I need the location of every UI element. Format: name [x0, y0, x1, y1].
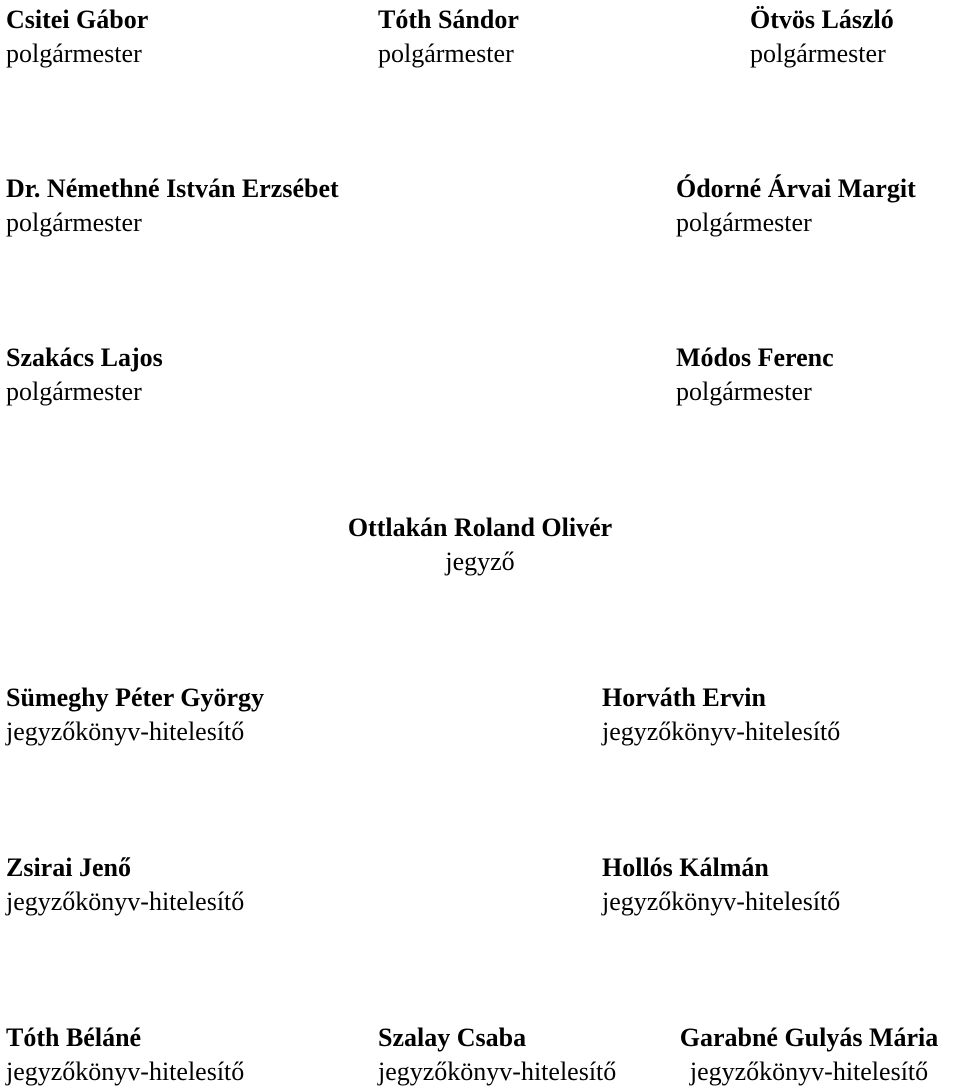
signer-name: Ötvös László [750, 5, 894, 34]
signer-role: polgármester [378, 39, 514, 68]
signer-name: Ottlakán Roland Olivér [347, 513, 613, 542]
signer-role: jegyzőkönyv-hitelesítő [689, 1057, 929, 1086]
signer-role: polgármester [676, 208, 812, 237]
signer-role: polgármester [6, 39, 142, 68]
signer-name: Dr. Némethné István Erzsébet [6, 174, 339, 203]
signature-block-horvath-ervin [602, 681, 840, 749]
signature-block-csitei-gabor [6, 3, 148, 71]
signer-role: jegyzőkönyv-hitelesítő [6, 1057, 245, 1086]
signature-block-odorne-arvai-margit [676, 172, 916, 240]
signer-name: Sümeghy Péter György [6, 683, 265, 712]
signature-block-ottlakan-roland-oliver [280, 511, 680, 579]
signature-block-dr-nemethne-istvan-erzsebet [6, 172, 339, 240]
signer-role: jegyző [445, 547, 515, 576]
signature-block-garabne-gulyas-maria [660, 1021, 958, 1089]
signature-block-toth-sandor [378, 3, 519, 71]
signer-role: jegyzőkönyv-hitelesítő [6, 887, 245, 916]
signer-role: jegyzőkönyv-hitelesítő [602, 887, 841, 916]
signature-block-hollos-kalman [602, 851, 840, 919]
signer-role: jegyzőkönyv-hitelesítő [378, 1057, 617, 1086]
signature-block-szalay-csaba [378, 1021, 616, 1089]
signer-role: polgármester [750, 39, 886, 68]
signer-name: Szalay Csaba [378, 1023, 527, 1052]
signature-block-szakacs-lajos [6, 341, 163, 409]
signer-name: Módos Ferenc [676, 343, 834, 372]
signer-name: Szakács Lajos [6, 343, 163, 372]
signature-block-zsirai-jeno [6, 851, 244, 919]
signer-name: Garabné Gulyás Mária [679, 1023, 939, 1052]
signer-name: Tóth Sándor [378, 5, 519, 34]
signature-block-toth-belane [6, 1021, 244, 1089]
signature-block-otvos-laszlo [750, 3, 894, 71]
signer-role: polgármester [6, 208, 142, 237]
signer-name: Tóth Béláné [6, 1023, 142, 1052]
signer-role: jegyzőkönyv-hitelesítő [602, 717, 841, 746]
signer-role: jegyzőkönyv-hitelesítő [6, 717, 245, 746]
signature-block-sumeghy-peter-gyorgy [6, 681, 264, 749]
signer-name: Csitei Gábor [6, 5, 149, 34]
signer-name: Horváth Ervin [602, 683, 766, 712]
signer-name: Ódorné Árvai Margit [676, 174, 916, 203]
signer-role: polgármester [676, 377, 812, 406]
signer-role: polgármester [6, 377, 142, 406]
signer-name: Hollós Kálmán [602, 853, 769, 882]
signature-block-modos-ferenc [676, 341, 834, 409]
signer-name: Zsirai Jenő [6, 853, 131, 882]
